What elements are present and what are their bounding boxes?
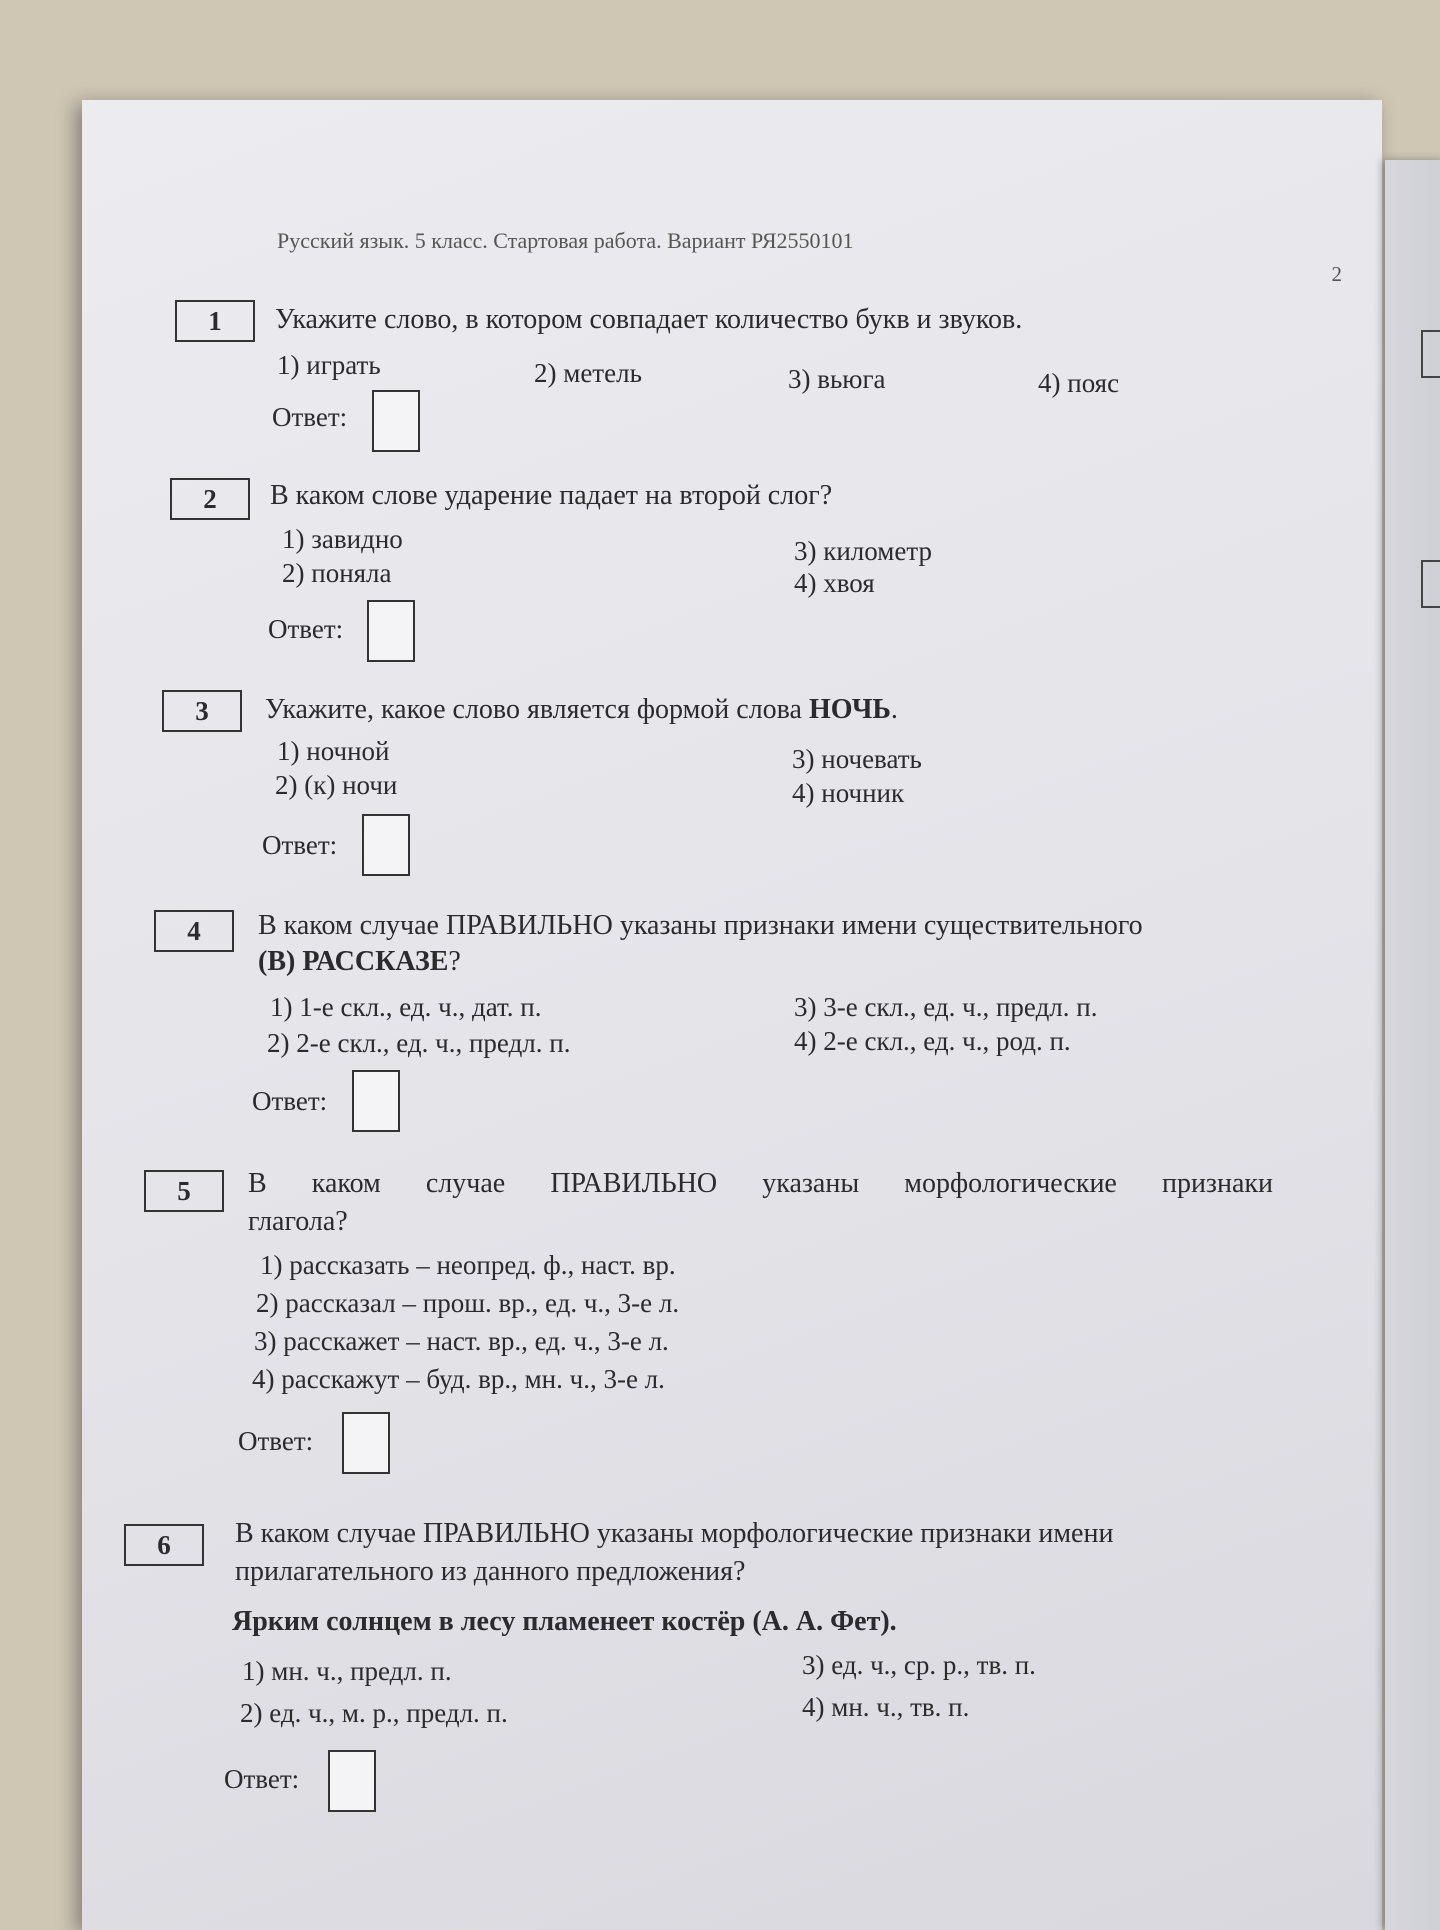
task-4-option-1: 1) 1-е скл., ед. ч., дат. п. bbox=[270, 992, 542, 1022]
task-6-option-2: 2) ед. ч., м. р., предл. п. bbox=[240, 1698, 508, 1728]
task-5-answer-label: Ответ: bbox=[238, 1426, 314, 1456]
task-3-option-2: 2) (к) ночи bbox=[275, 770, 398, 800]
task-4-question-keyword: (В) РАССКАЗЕ bbox=[258, 946, 449, 977]
task-4-answer-label: Ответ: bbox=[252, 1086, 328, 1116]
task-3-answer-box[interactable] bbox=[362, 814, 410, 876]
task-2-option-1: 1) завидно bbox=[282, 524, 403, 554]
task-1-option-3: 3) вьюга bbox=[788, 364, 886, 394]
task-3-option-3: 3) ночевать bbox=[792, 744, 922, 774]
task-5-option-4: 4) расскажут – буд. вр., мн. ч., 3-е л. bbox=[252, 1364, 665, 1394]
task-2-answer-box[interactable] bbox=[367, 600, 415, 662]
task-3-option-4: 4) ночник bbox=[792, 778, 905, 808]
task-4-option-4: 4) 2-е скл., ед. ч., род. п. bbox=[794, 1026, 1071, 1056]
task-1-answer-box[interactable] bbox=[372, 390, 420, 452]
task-6-option-3: 3) ед. ч., ср. р., тв. п. bbox=[802, 1650, 1036, 1680]
task-2-question: В каком слове ударение падает на второй слог? bbox=[270, 480, 833, 511]
task-3-option-1: 1) ночной bbox=[277, 736, 390, 766]
task-number-1: 1 bbox=[175, 300, 255, 342]
task-number-3: 3 bbox=[162, 690, 242, 732]
task-3-question-end: . bbox=[890, 694, 898, 725]
task-number-4: 4 bbox=[154, 910, 234, 952]
task-6-sentence: Ярким солнцем в лесу пламенеет костёр (А. А. Фет). bbox=[232, 1606, 897, 1637]
task-5-answer-box[interactable] bbox=[342, 1412, 390, 1474]
task-5-question-line1: В каком случае ПРАВИЛЬНО указаны морфологические признаки bbox=[248, 1168, 1273, 1199]
next-page-edge bbox=[1385, 160, 1440, 1930]
task-5-question-line2: глагола? bbox=[248, 1206, 348, 1237]
task-1-option-1: 1) играть bbox=[277, 350, 381, 380]
task-3-question-keyword: НОЧЬ bbox=[808, 694, 891, 725]
task-2-option-3: 3) километр bbox=[794, 536, 932, 566]
task-6-question-line1: В каком случае ПРАВИЛЬНО указаны морфологические признаки имени bbox=[235, 1518, 1114, 1549]
page-number: 2 bbox=[1331, 262, 1342, 286]
task-5-option-2: 2) рассказал – прош. вр., ед. ч., 3-е л. bbox=[256, 1288, 680, 1318]
task-6-answer-box[interactable] bbox=[328, 1750, 376, 1812]
task-3-question-text: Укажите, какое слово является формой слова bbox=[265, 694, 809, 725]
task-5-option-1: 1) рассказать – неопред. ф., наст. вр. bbox=[260, 1250, 676, 1280]
task-4-option-2: 2) 2-е скл., ед. ч., предл. п. bbox=[267, 1028, 571, 1058]
task-3-answer-label: Ответ: bbox=[262, 830, 338, 860]
task-6-option-4: 4) мн. ч., тв. п. bbox=[802, 1692, 970, 1722]
task-2-option-2: 2) поняла bbox=[282, 558, 392, 588]
task-3-question bbox=[265, 694, 898, 726]
task-4-question-line2 bbox=[258, 946, 461, 978]
next-page-box-mark bbox=[1421, 330, 1440, 378]
task-number-6: 6 bbox=[124, 1524, 204, 1566]
worksheet-page bbox=[82, 100, 1382, 1930]
task-1-answer-label: Ответ: bbox=[272, 402, 348, 432]
task-2-option-4: 4) хвоя bbox=[794, 568, 875, 598]
task-number-5: 5 bbox=[144, 1170, 224, 1212]
task-6-question-line2: прилагательного из данного предложения? bbox=[235, 1556, 746, 1587]
task-1-question: Укажите слово, в котором совпадает количество букв и звуков. bbox=[275, 304, 1023, 335]
task-4-question-line1: В каком случае ПРАВИЛЬНО указаны признаки имени существительного bbox=[258, 910, 1143, 941]
task-6-answer-label: Ответ: bbox=[224, 1764, 300, 1794]
task-4-option-3: 3) 3-е скл., ед. ч., предл. п. bbox=[794, 992, 1098, 1022]
next-page-box-mark bbox=[1421, 560, 1440, 608]
task-4-question-end: ? bbox=[448, 946, 461, 977]
task-5-option-3: 3) расскажет – наст. вр., ед. ч., 3-е л. bbox=[254, 1326, 669, 1356]
task-4-answer-box[interactable] bbox=[352, 1070, 400, 1132]
task-1-option-4: 4) пояс bbox=[1038, 368, 1120, 398]
task-number-2: 2 bbox=[170, 478, 250, 520]
task-2-answer-label: Ответ: bbox=[268, 614, 344, 644]
task-6-option-1: 1) мн. ч., предл. п. bbox=[242, 1656, 452, 1686]
task-1-option-2: 2) метель bbox=[534, 358, 642, 388]
page-header: Русский язык. 5 класс. Стартовая работа. Вариант РЯ2550101 bbox=[277, 228, 854, 253]
